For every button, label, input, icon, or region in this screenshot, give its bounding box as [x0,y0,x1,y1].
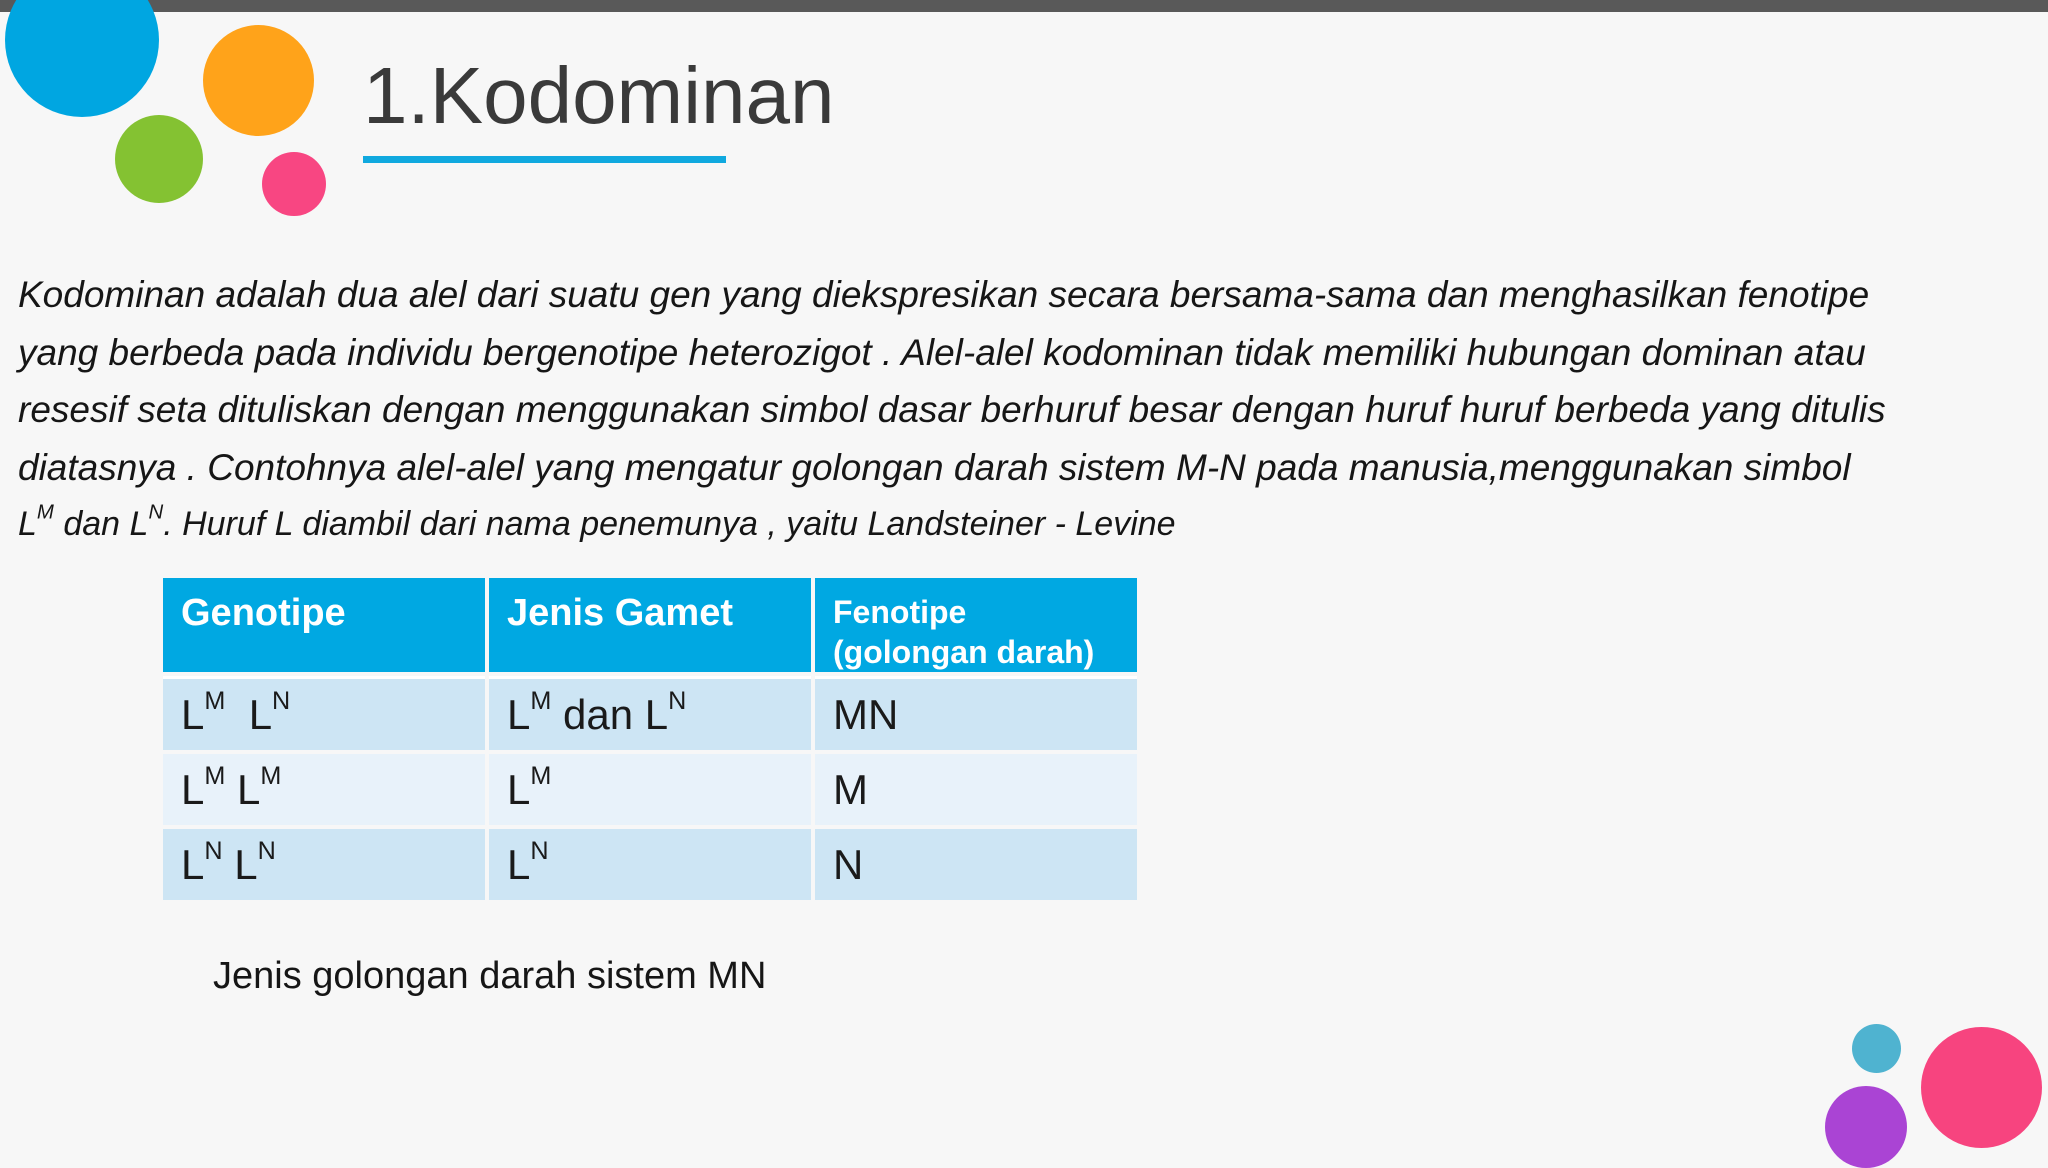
paragraph-line-2: yang berbeda pada individu bergenotipe heterozigot . Alel-alel kodominan tidak memiliki hubungan dominan atau [18,331,1866,373]
paragraph-line-3: resesif seta dituliskan dengan menggunakan simbol dasar berhuruf besar dengan huruf huruf berbeda yang ditulis [18,389,1886,430]
symbol-superscript: N [272,686,291,715]
symbol-base: L [234,840,258,888]
symbol-superscript: M [260,761,282,790]
symbol-base: L [181,840,205,888]
cell-genotype [163,676,485,750]
paragraph-line-4: diatasnya . Contohnya alel-alel yang mengatur golongan darah sistem M-N pada manusia,menggunakan simbol [18,446,1851,488]
symbol-superscript: M [530,686,552,715]
symbol-base: L [18,505,37,543]
cell-phenotype: N [815,829,1137,900]
decorative-circle-rose [1921,1027,2042,1148]
title-underline [363,156,726,163]
gamete-joiner: dan L [551,690,669,738]
table-header-row [163,578,1137,672]
symbol-superscript: N [668,686,687,715]
symbol-base: L [181,690,205,738]
cell-gamete [489,754,811,825]
decorative-circle-blue [5,0,159,117]
cell-phenotype: M [815,754,1137,825]
symbol-superscript: N [204,836,223,865]
symbol-base: L [181,765,205,813]
header-gamete: Jenis Gamet [489,578,811,672]
genotype-table [159,574,1141,904]
symbol-superscript: N [257,836,276,865]
symbol-base: L [507,690,531,738]
header-genotype: Genotipe [163,578,485,672]
symbol-superscript: N [530,836,549,865]
symbol-base: L [237,765,261,813]
intro-paragraph [18,266,2028,554]
symbol-superscript: M [530,761,552,790]
table-row [163,829,1137,900]
decorative-circle-green [115,115,203,203]
header-phenotype-line1: Fenotipe [833,594,967,630]
decorative-circle-pink [262,152,326,216]
cell-phenotype: MN [815,676,1137,750]
cell-gamete [489,829,811,900]
symbol-superscript: N [148,501,164,524]
cell-genotype [163,754,485,825]
symbol-base: L [507,765,531,813]
table-row [163,754,1137,825]
symbol-superscript: M [204,686,226,715]
table-caption: Jenis golongan darah sistem MN [213,955,767,997]
paragraph-line-5-mid: dan L [53,505,149,543]
decorative-circle-purple [1825,1086,1907,1168]
symbol-base: L [248,690,273,738]
page-title: 1.Kodominan [363,51,835,140]
header-phenotype-line2: (golongan darah) [833,634,1095,670]
paragraph-line-1: Kodominan adalah dua alel dari suatu gen yang diekspresikan secara bersama-sama dan menghasilkan fenotipe [18,274,1870,315]
cell-gamete [489,676,811,750]
table-row [163,676,1137,750]
symbol-base: L [507,840,531,888]
paragraph-line-5 [18,496,2028,554]
cell-genotype [163,829,485,900]
decorative-circle-teal [1852,1024,1901,1073]
paragraph-line-5-rest: . Huruf L diambil dari nama penemunya , yaitu Landsteiner - Levine [163,505,1176,543]
top-bar [0,0,2048,12]
header-phenotype [815,578,1137,672]
decorative-circle-orange [203,25,314,136]
symbol-superscript: M [204,761,226,790]
symbol-superscript: M [36,501,54,524]
